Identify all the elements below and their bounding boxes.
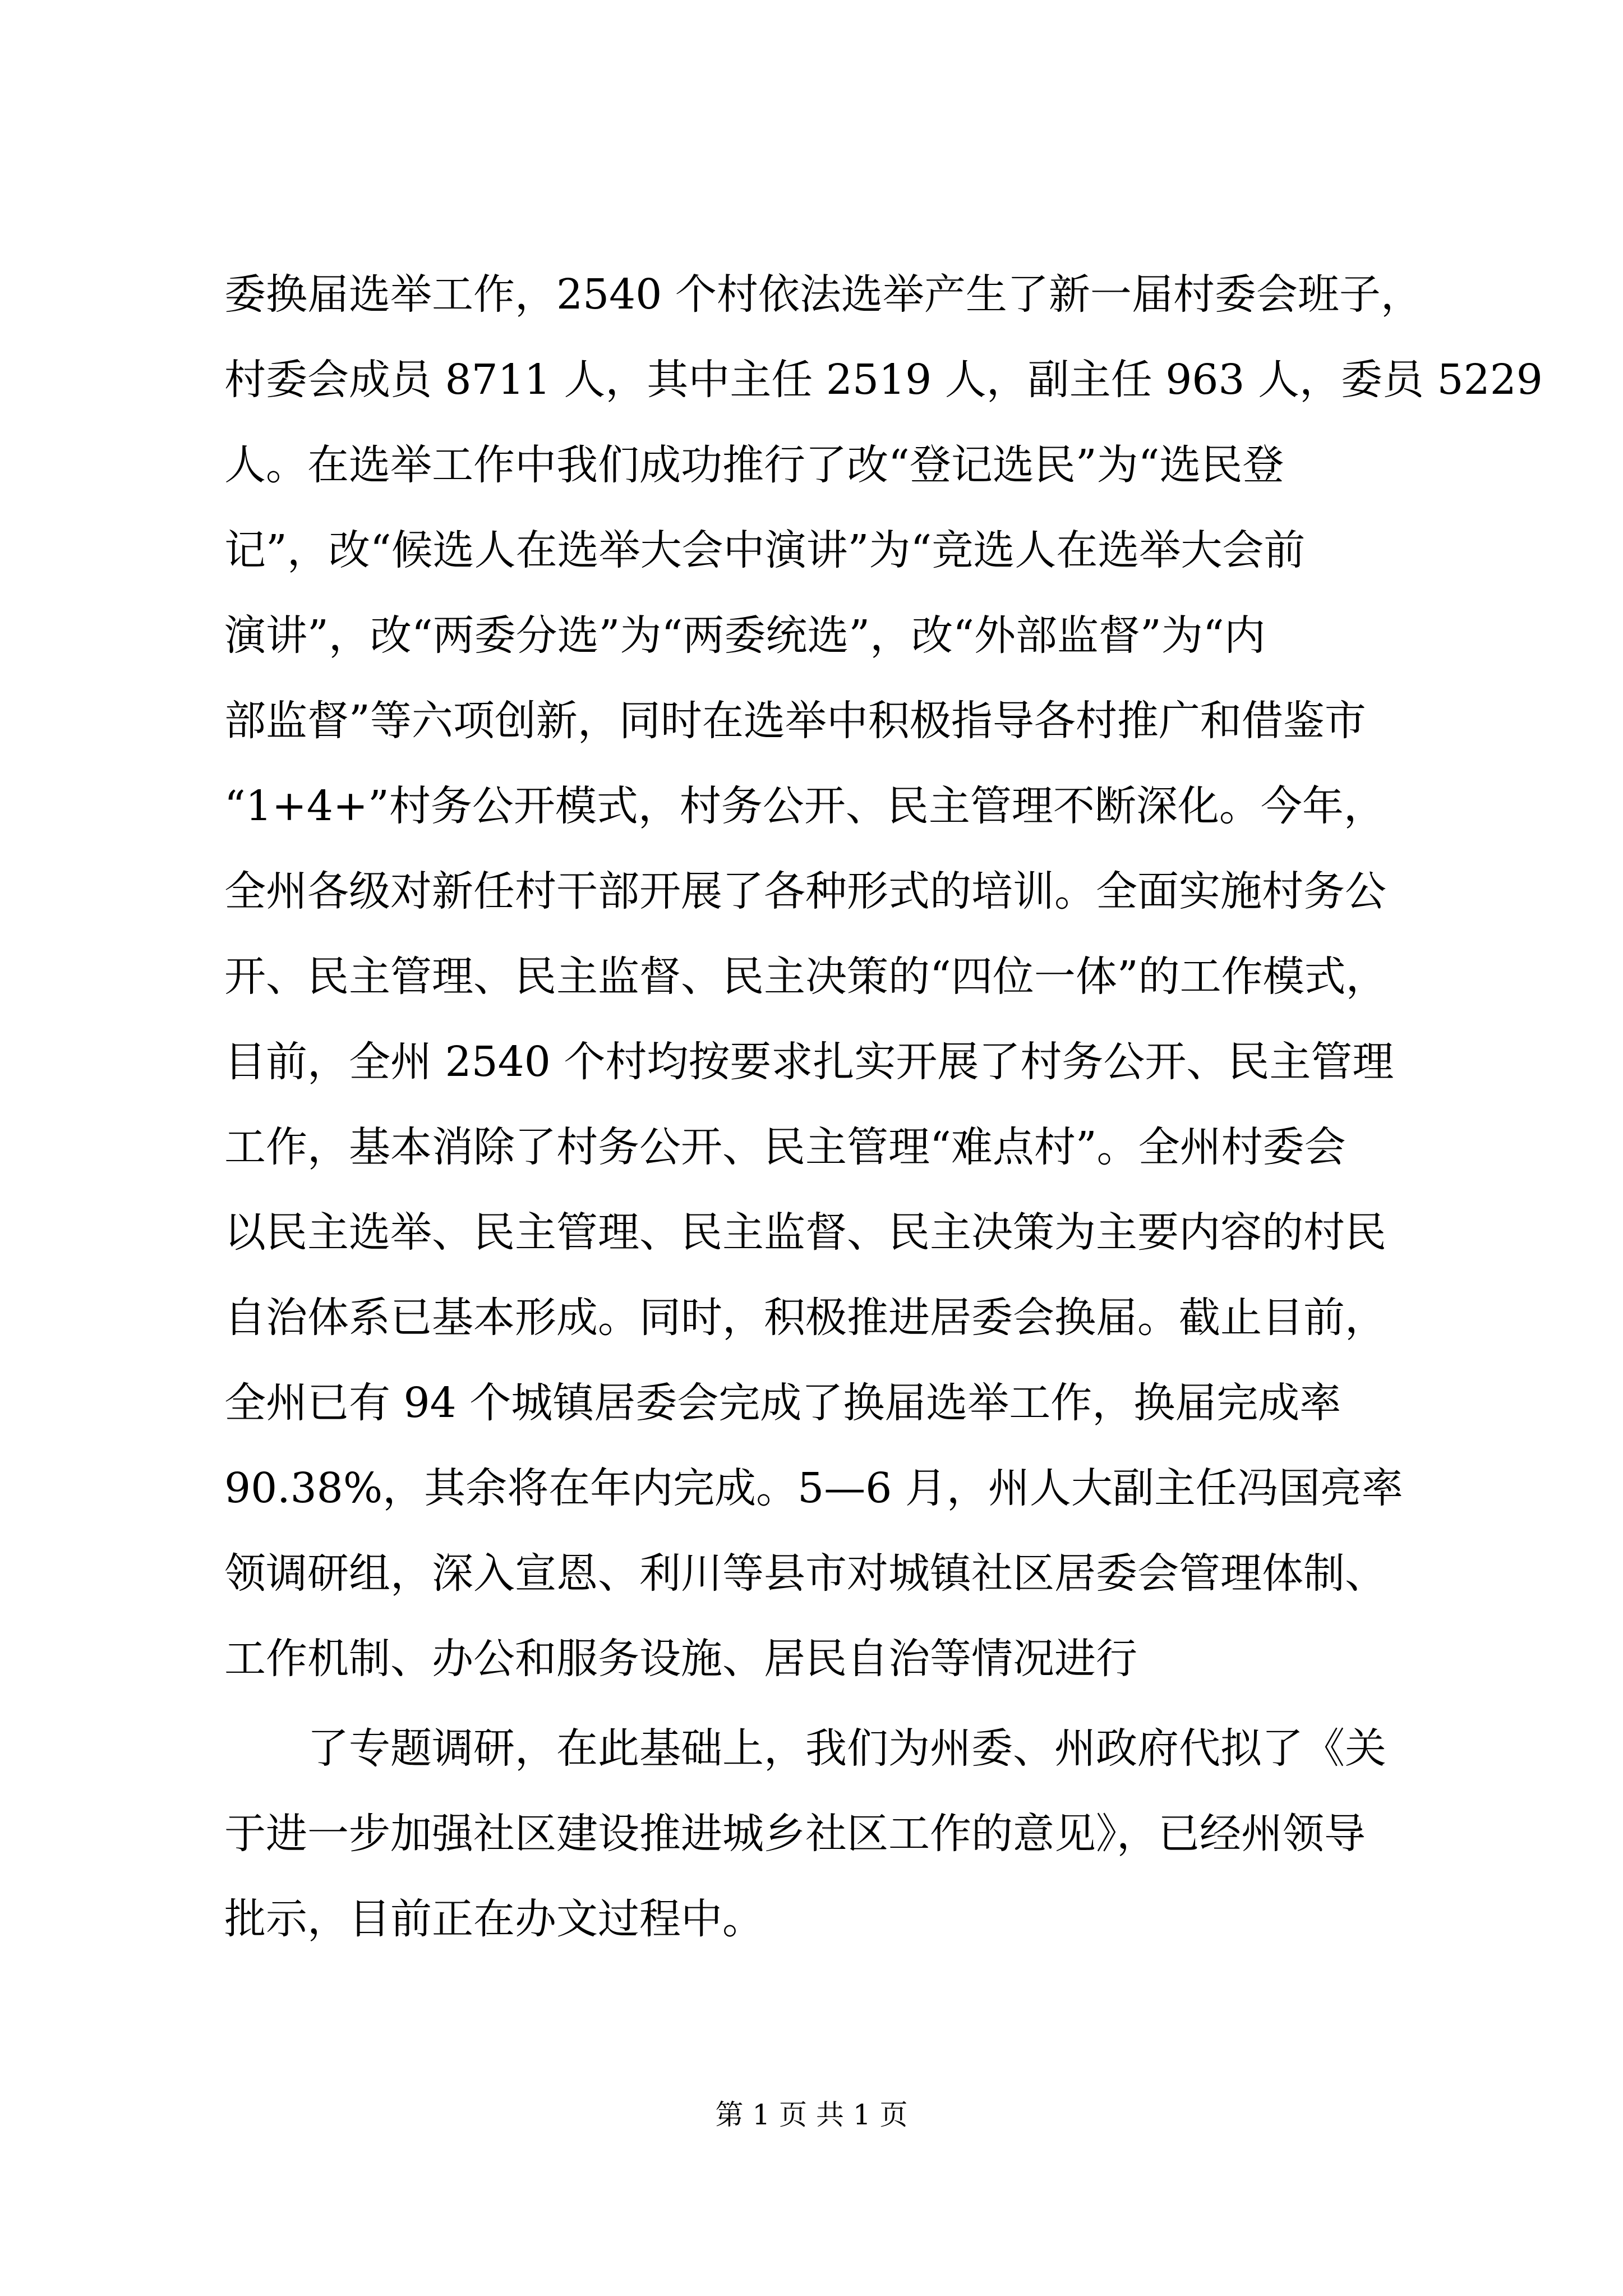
text-line: 90.38%，其余将在年内完成。5—6 月，州人大副主任冯国亮率 (224, 1464, 1403, 1512)
text-line: 批示，目前正在办文过程中。 (224, 1895, 764, 1943)
text-line: 全州已有 94 个城镇居委会完成了换届选举工作，换届完成率 (224, 1379, 1341, 1427)
text-line: 记”，改“候选人在选举大会中演讲”为“竞选人在选举大会前 (224, 526, 1306, 574)
text-line: 演讲”，改“两委分选”为“两委统选”，改“外部监督”为“内 (224, 611, 1266, 660)
page-number-label: 第 1 页 共 1 页 (715, 2099, 908, 2131)
text-line: “1+4+”村务公开模式，村务公开、民主管理不断深化。今年， (224, 782, 1385, 830)
text-line: 自治体系已基本形成。同时，积极推进居委会换届。截止目前， (224, 1294, 1386, 1342)
text-line: 于进一步加强社区建设推进城乡社区工作的意见》，已经州领导 (224, 1810, 1366, 1858)
text-line: 领调研组，深入宣恩、利川等县市对城镇社区居委会管理体制、 (224, 1549, 1386, 1598)
text-line: 委换届选举工作，2540 个村依法选举产生了新一届村委会班子， (224, 270, 1422, 319)
text-line: 村委会成员 8711 人，其中主任 2519 人，副主任 963 人，委员 5229 (224, 356, 1543, 404)
text-line: 人。在选举工作中我们成功推行了改“登记选民”为“选民登 (224, 441, 1284, 489)
text-line-indented: 了专题调研，在此基础上，我们为州委、州政府代拟了《关 (307, 1724, 1386, 1773)
text-line: 开、民主管理、民主监督、民主决策的“四位一体”的工作模式， (224, 953, 1387, 1001)
text-line: 部监督”等六项创新，同时在选举中积极指导各村推广和借鉴市 (224, 697, 1366, 745)
text-line: 以民主选举、民主管理、民主监督、民主决策为主要内容的村民 (224, 1208, 1386, 1257)
page-footer (0, 2092, 1623, 2133)
text-line: 工作，基本消除了村务公开、民主管理“难点村”。全州村委会 (224, 1123, 1346, 1171)
text-line: 全州各级对新任村干部开展了各种形式的培训。全面实施村务公 (224, 867, 1386, 915)
text-line: 工作机制、办公和服务设施、居民自治等情况进行 (224, 1635, 1137, 1683)
text-line: 目前，全州 2540 个村均按要求扎实开展了村务公开、民主管理 (224, 1038, 1394, 1086)
